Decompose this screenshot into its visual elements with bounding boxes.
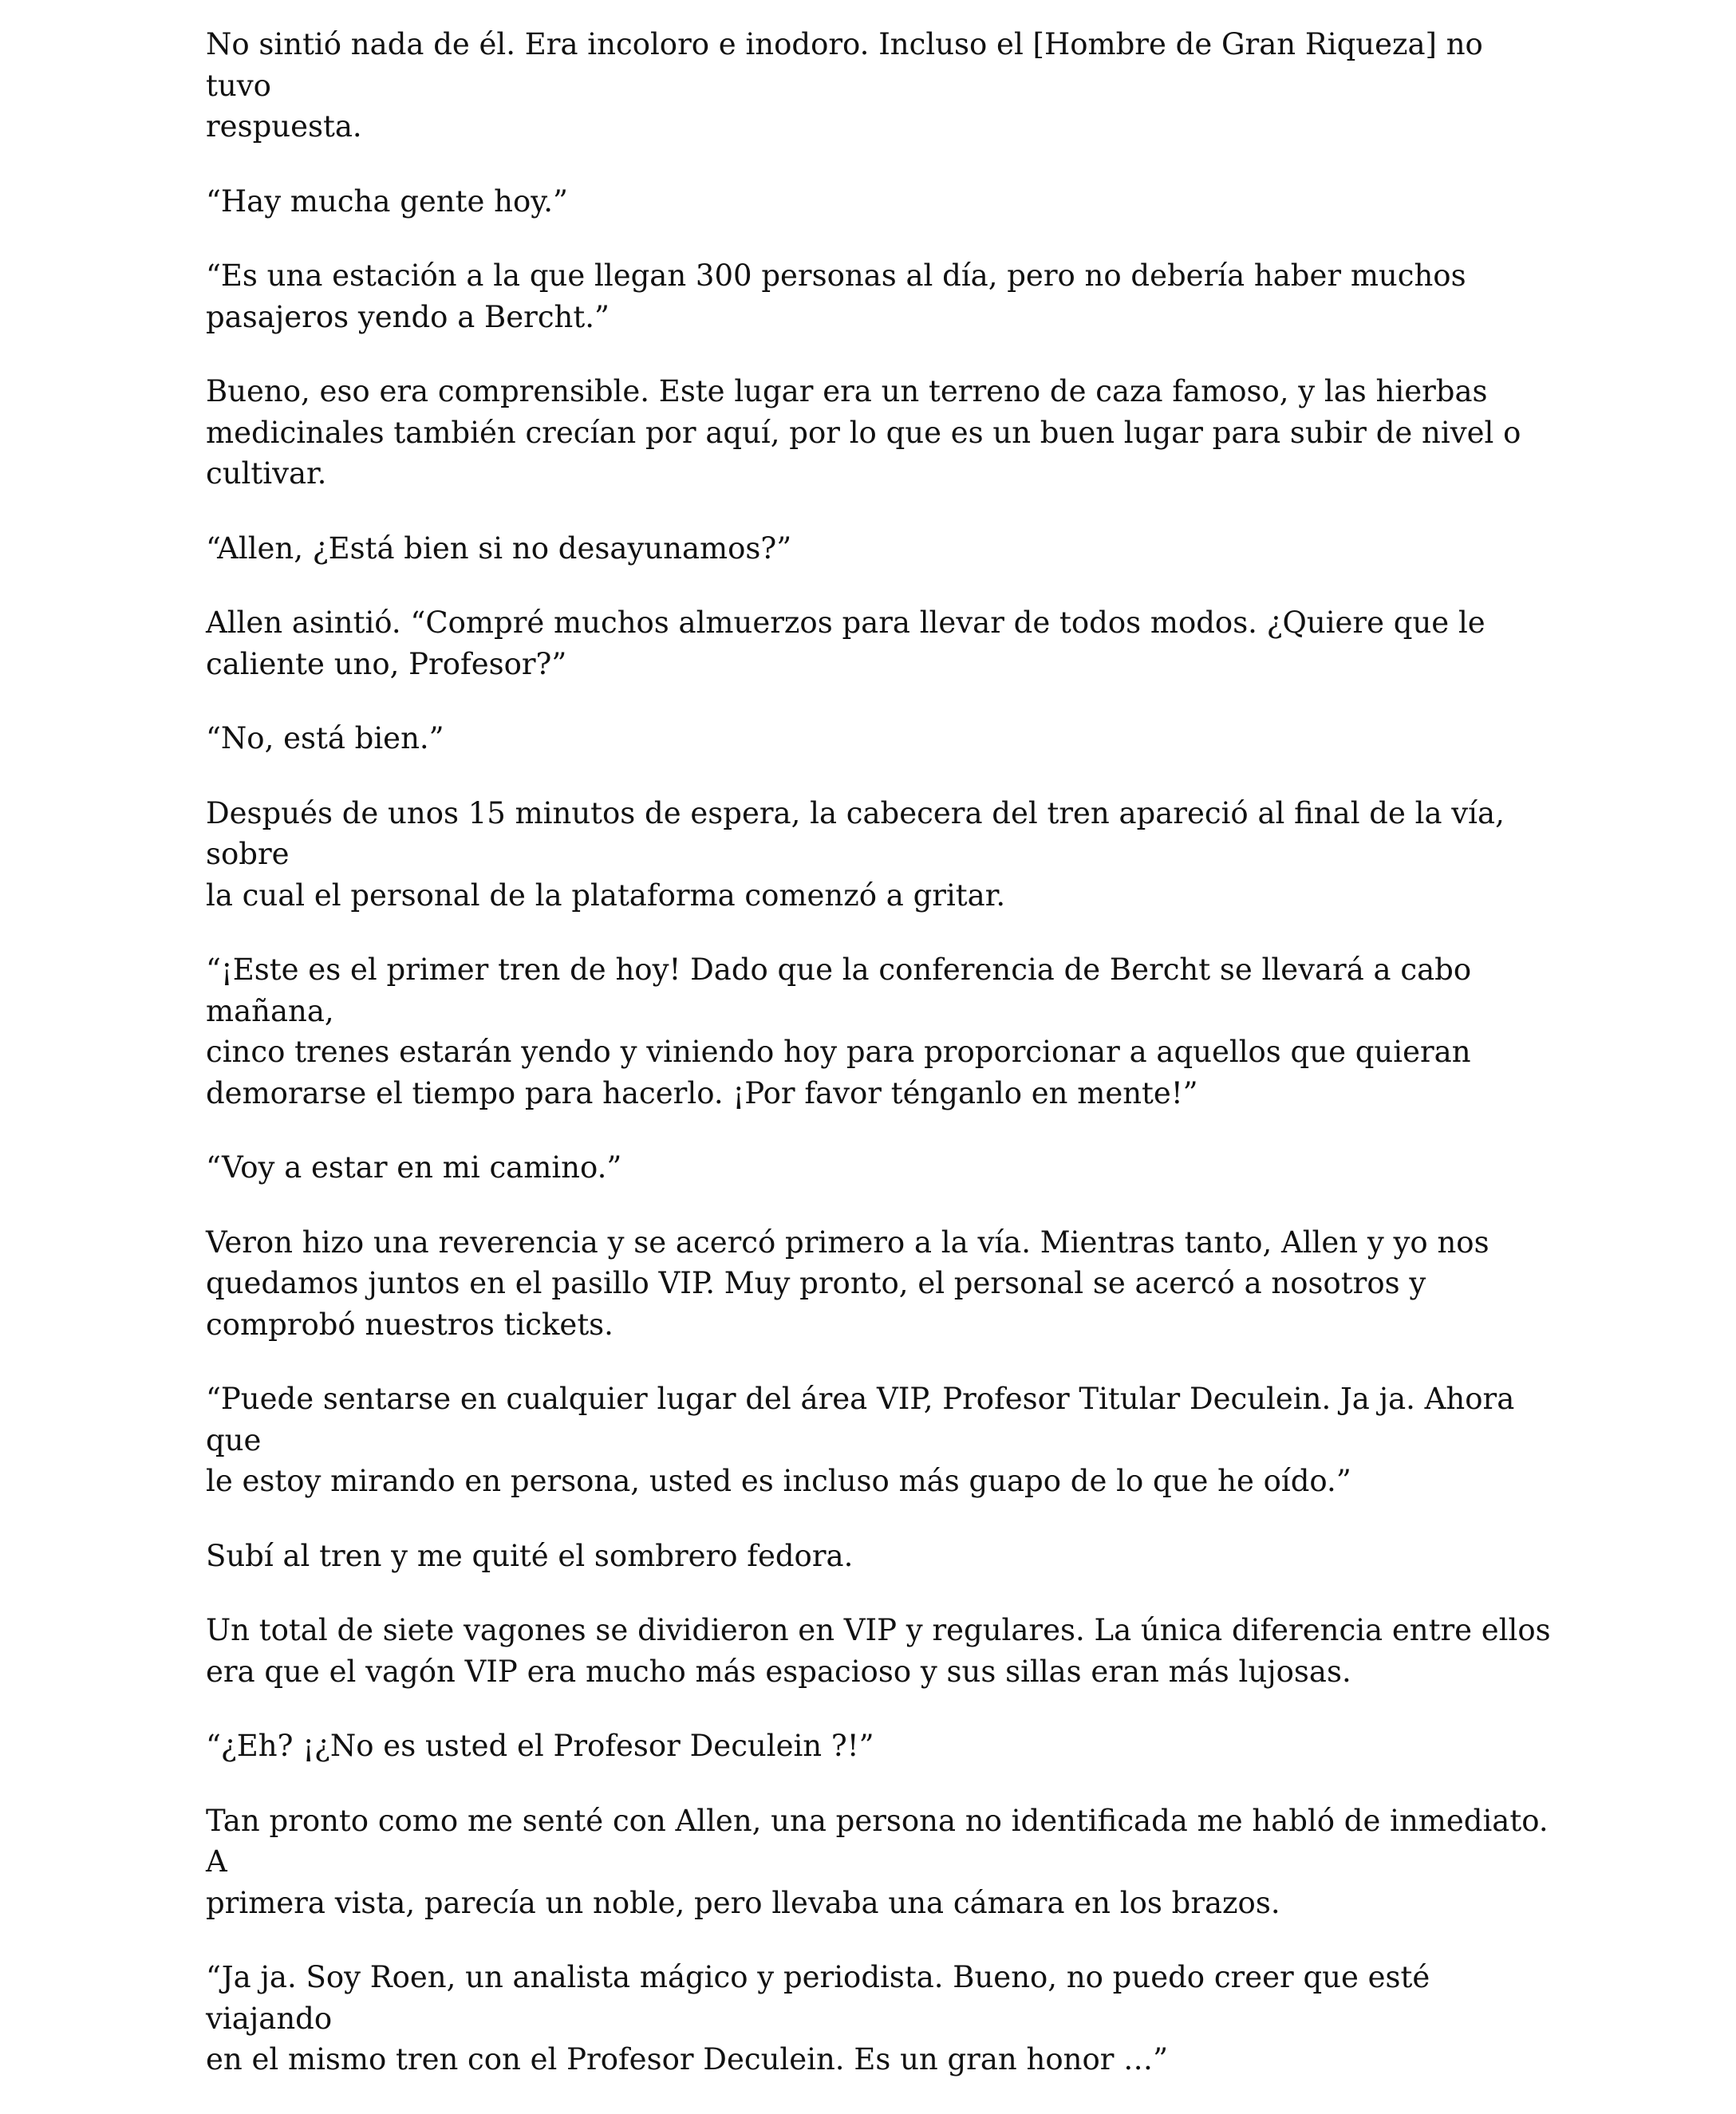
paragraph: “Puede sentarse en cualquier lugar del área VIP, Profesor Titular Deculein. Ja ja. Ahora que le estoy mirando en persona, usted es incluso más guapo de lo que he oído.” bbox=[206, 1382, 1515, 1498]
paragraph: Bueno, eso era comprensible. Este lugar era un terreno de caza famoso, y las hierbas medicinales también crecían por aquí, por lo que es un buen lugar para subir de nivel o cultivar. bbox=[206, 374, 1521, 491]
paragraph: Después de unos 15 minutos de espera, la cabecera del tren apareció al final de la vía, sobre la cual el personal de la plataforma comenzó a gritar. bbox=[206, 795, 1505, 913]
paragraph: Un total de siete vagones se dividieron en VIP y regulares. La única diferencia entre ellos era que el vagón VIP era mucho más espacioso y sus sillas eran más lujosas. bbox=[206, 1613, 1551, 1689]
paragraph: No sintió nada de él. Era incoloro e inodoro. Incluso el [Hombre de Gran Riqueza] no tuvo respuesta. bbox=[206, 27, 1483, 144]
paragraph: “Allen, ¿Está bien si no desayunamos?” bbox=[206, 530, 792, 566]
paragraph: “Voy a estar en mi camino.” bbox=[206, 1150, 622, 1185]
paragraph: “Hay mucha gente hoy.” bbox=[206, 183, 568, 219]
paragraph: “¿Eh? ¡¿No es usted el Profesor Deculein ?!” bbox=[206, 1729, 874, 1763]
paragraph: “No, está bien.” bbox=[206, 721, 444, 755]
paragraph: Veron hizo una reverencia y se acercó primero a la vía. Mientras tanto, Allen y yo nos quedamos juntos en el pasillo VIP. Muy pronto, el personal se acercó a nosotros y comprobó nuestros tickets. bbox=[206, 1225, 1489, 1342]
document-page bbox=[206, 24, 1554, 2114]
paragraph: “¡Este es el primer tren de hoy! Dado que la conferencia de Bercht se llevará a cabo mañana, cinco trenes estarán yendo y viniendo hoy para proporcionar a aquellos que quieran demorarse el tiempo para hacerlo. ¡Por favor ténganlo en mente!” bbox=[206, 952, 1472, 1110]
paragraph: Subí al tren y me quité el sombrero fedora. bbox=[206, 1538, 854, 1573]
paragraph: Tan pronto como me senté con Allen, una persona no identificada me habló de inmediato. A primera vista, parecía un noble, pero llevaba una cámara en los brazos. bbox=[206, 1803, 1549, 1920]
paragraph: “Ja ja. Soy Roen, un analista mágico y periodista. Bueno, no puedo creer que esté viajando en el mismo tren con el Profesor Deculein. Es un gran honor …” bbox=[206, 1960, 1430, 2077]
paragraph: “Es una estación a la que llegan 300 personas al día, pero no debería haber muchos pasajeros yendo a Bercht.” bbox=[206, 258, 1466, 334]
paragraph: Allen asintió. “Compré muchos almuerzos para llevar de todos modos. ¿Quiere que le caliente uno, Profesor?” bbox=[206, 605, 1485, 681]
